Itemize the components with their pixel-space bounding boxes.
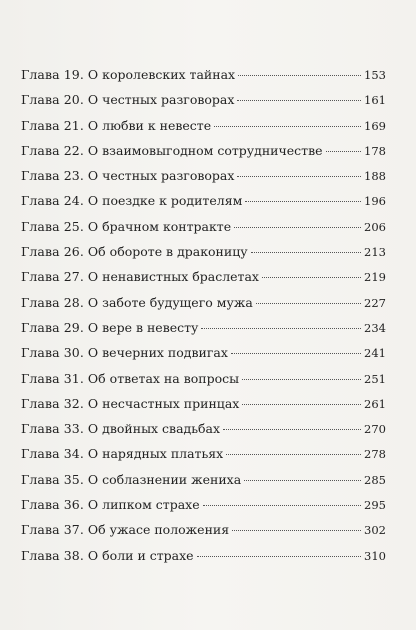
page-number: 285 [364, 472, 386, 487]
toc-entry [21, 517, 386, 542]
page-number: 153 [364, 68, 386, 82]
chapter-number: Глава 26. [21, 244, 84, 260]
toc-entry [21, 138, 386, 163]
page-number: 302 [364, 523, 386, 538]
chapter-number: Глава 22. [21, 142, 84, 158]
page-number: 206 [364, 219, 386, 234]
page-number: 251 [364, 371, 386, 386]
page-number: 261 [364, 396, 386, 411]
dot-leader [232, 530, 361, 531]
chapter-title: О соблазнении жениха [87, 471, 242, 487]
dot-leader [231, 353, 361, 354]
dot-leader [262, 277, 361, 278]
toc-entry [21, 416, 386, 441]
page-number: 196 [364, 194, 386, 209]
dot-leader [203, 505, 361, 506]
table-of-contents [21, 62, 386, 568]
page-number: 169 [364, 118, 386, 133]
toc-entry [21, 62, 386, 87]
dot-leader [326, 151, 362, 152]
dot-leader [214, 126, 361, 127]
chapter-number: Глава 36. [21, 497, 84, 513]
toc-entry [21, 543, 386, 568]
chapter-number: Глава 23. [21, 168, 84, 184]
chapter-number: Глава 19. [21, 67, 84, 82]
chapter-title: О вере в невесту [87, 319, 199, 335]
page-number: 295 [364, 498, 386, 513]
chapter-number: Глава 33. [21, 421, 84, 437]
toc-entry [21, 264, 386, 289]
dot-leader [234, 227, 361, 228]
toc-entry [21, 391, 386, 416]
page-number: 161 [364, 93, 386, 108]
chapter-title: О королевских тайнах [87, 67, 236, 82]
page-number: 188 [364, 169, 386, 184]
chapter-title: Об обороте в драконицу [87, 244, 248, 260]
chapter-title: О липком страхе [87, 497, 200, 513]
chapter-title: О брачном контракте [87, 218, 232, 234]
toc-entry [21, 87, 386, 112]
dot-leader [242, 379, 361, 380]
page-number: 310 [364, 548, 386, 563]
chapter-number: Глава 34. [21, 446, 84, 462]
dot-leader [256, 303, 361, 304]
page-number: 178 [364, 143, 386, 158]
dot-leader [197, 556, 361, 557]
page-number: 241 [364, 346, 386, 361]
toc-entry [21, 492, 386, 517]
chapter-title: О вечерних подвигах [87, 345, 228, 361]
chapter-number: Глава 32. [21, 395, 84, 411]
chapter-title: О нарядных платьях [87, 446, 224, 462]
chapter-number: Глава 21. [21, 117, 84, 133]
chapter-title: Об ужасе положения [87, 522, 230, 538]
dot-leader [237, 176, 361, 177]
toc-entry [21, 340, 386, 365]
chapter-number: Глава 28. [21, 294, 84, 310]
toc-entry [21, 113, 386, 138]
toc-entry [21, 467, 386, 492]
chapter-number: Глава 25. [21, 218, 84, 234]
chapter-number: Глава 35. [21, 471, 84, 487]
chapter-title: О любви к невесте [87, 117, 212, 133]
toc-entry [21, 290, 386, 315]
page-number: 213 [364, 245, 386, 260]
toc-entry [21, 315, 386, 340]
dot-leader [245, 201, 361, 202]
chapter-title: О честных разговорах [87, 168, 235, 184]
toc-entry [21, 366, 386, 391]
chapter-number: Глава 27. [21, 269, 84, 285]
chapter-title: О взаимовыгодном сотрудничестве [87, 142, 323, 158]
dot-leader [242, 404, 361, 405]
chapter-title: О поездке к родителям [87, 193, 243, 209]
toc-entry [21, 214, 386, 239]
chapter-title: О двойных свадьбах [87, 421, 221, 437]
chapter-title: О заботе будущего мужа [87, 294, 253, 310]
chapter-number: Глава 30. [21, 345, 84, 361]
dot-leader [226, 454, 361, 455]
chapter-title: О честных разговорах [87, 92, 235, 108]
chapter-title: Об ответах на вопросы [87, 370, 240, 386]
chapter-title: О несчастных принцах [87, 395, 240, 411]
chapter-number: Глава 38. [21, 547, 84, 563]
page-number: 270 [364, 422, 386, 437]
dot-leader [223, 429, 361, 430]
dot-leader [251, 252, 361, 253]
chapter-title: О ненавистных браслетах [87, 269, 259, 285]
chapter-title: О боли и страхе [87, 547, 194, 563]
dot-leader [244, 480, 361, 481]
toc-entry [21, 188, 386, 213]
toc-entry [21, 441, 386, 466]
dot-leader [201, 328, 361, 329]
page-number: 234 [364, 320, 386, 335]
chapter-number: Глава 20. [21, 92, 84, 108]
chapter-number: Глава 31. [21, 370, 84, 386]
page-number: 278 [364, 447, 386, 462]
dot-leader [238, 75, 361, 76]
chapter-number: Глава 29. [21, 319, 84, 335]
toc-entry [21, 163, 386, 188]
chapter-number: Глава 37. [21, 522, 84, 538]
page-number: 219 [364, 270, 386, 285]
page-number: 227 [364, 295, 386, 310]
chapter-number: Глава 24. [21, 193, 84, 209]
dot-leader [237, 100, 361, 101]
toc-entry [21, 239, 386, 264]
